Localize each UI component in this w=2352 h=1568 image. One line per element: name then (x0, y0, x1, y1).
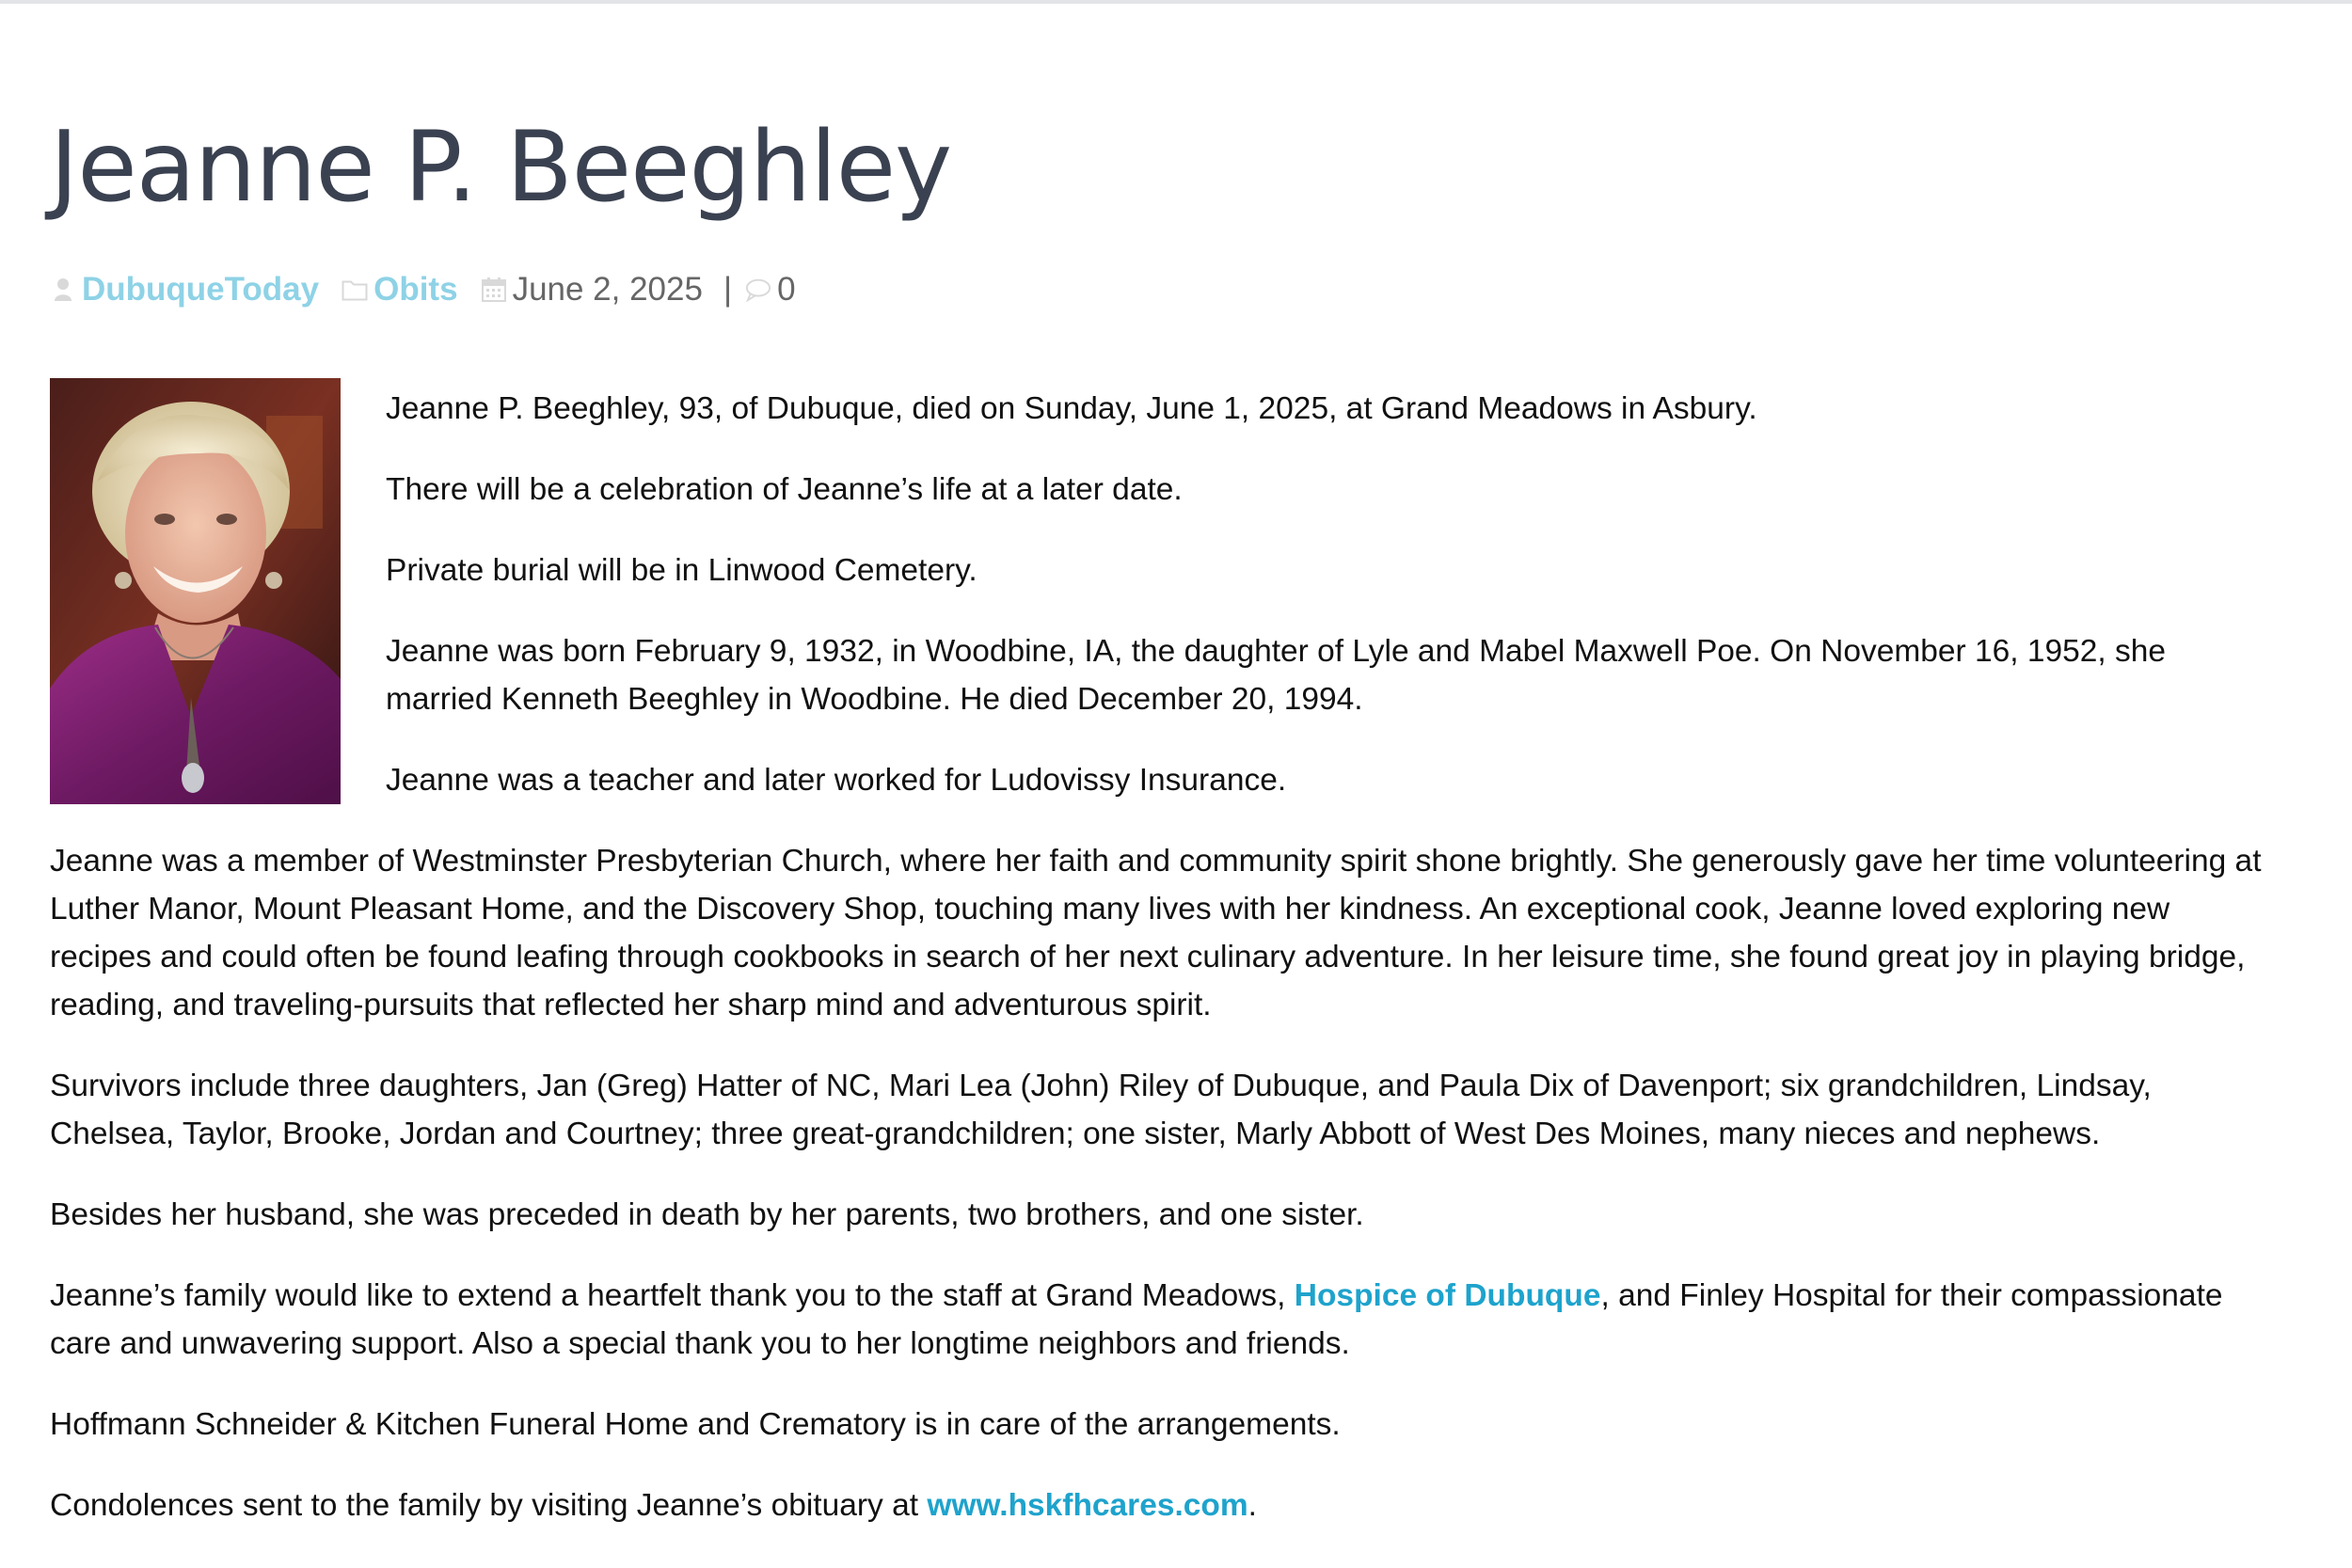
user-icon (50, 275, 76, 305)
folder-icon (342, 275, 368, 305)
post-meta (50, 271, 796, 309)
comment-count[interactable]: 0 (777, 271, 796, 308)
paragraph-birth-marriage: Jeanne was born February 9, 1932, in Woodbine, IA, the daughter of Lyle and Mabel Maxwell Poe. On November 16, 1952, she married Kenneth Beeghley in Woodbine. He died December 20, 1994. (386, 634, 2167, 717)
author-link[interactable]: DubuqueToday (82, 271, 320, 308)
obituary-body (50, 378, 2280, 1562)
paragraph-survivors: Survivors include three daughters, Jan (Greg) Hatter of NC, Mari Lea (John) Riley of Dubuque, and Paula Dix of Davenport; six grandchildren, Lindsay, Chelsea, Taylor, Brooke, Jordan and Courtney; three great-grandchildren; one sister, Marly Abbott of West Des Moines, many nieces and nephews. (50, 1069, 2152, 1151)
post-date: June 2, 2025 (512, 271, 703, 308)
paragraph-preceded: Besides her husband, she was preceded in death by her parents, two brothers, and one sister. (50, 1197, 1364, 1232)
paragraph-life: Jeanne was a member of Westminster Presbyterian Church, where her faith and community spirit shone brightly. She generously gave her time volunteering at Luther Manor, Mount Pleasant Home, and the Discovery Shop, touching many lives with her kindness. An exceptional cook, Jeanne loved exploring new recipes and could often be found leafing through cookbooks in search of her next culinary adventure. In her leisure time, she found great joy in playing bridge, reading, and traveling-pursuits that reflected her sharp mind and adventurous spirit. (50, 844, 2262, 1022)
calendar-icon (481, 275, 507, 305)
paragraph-condolences (50, 1481, 2280, 1529)
meta-separator: | (723, 271, 733, 308)
funeral-home-website-link[interactable]: www.hskfhcares.com (927, 1488, 1248, 1523)
paragraph-burial: Private burial will be in Linwood Cemetery. (386, 553, 977, 588)
page-title: Jeanne P. Beeghley (50, 111, 952, 224)
condolences-text-after: . (1248, 1488, 1257, 1523)
hospice-link[interactable]: Hospice of Dubuque (1294, 1278, 1601, 1313)
comment-icon[interactable] (745, 275, 771, 305)
thanks-text-after: , and Finley Hospital for their compassionate care and unwavering support. Also a special thank you to her longtime neighbors and friends. (50, 1278, 2223, 1361)
paragraph-thanks (50, 1272, 2280, 1368)
thanks-text-before: Jeanne’s family would like to extend a heartfelt thank you to the staff at Grand Meadows, (50, 1278, 1295, 1313)
obituary-photo (50, 378, 341, 804)
paragraph-death-notice: Jeanne P. Beeghley, 93, of Dubuque, died on Sunday, June 1, 2025, at Grand Meadows in Asbury. (386, 391, 1757, 426)
paragraph-career: Jeanne was a teacher and later worked for Ludovissy Insurance. (386, 763, 1287, 798)
condolences-text-before: Condolences sent to the family by visiting Jeanne’s obituary at (50, 1488, 928, 1523)
paragraph-celebration: There will be a celebration of Jeanne’s life at a later date. (386, 472, 1183, 507)
paragraph-funeral-home: Hoffmann Schneider & Kitchen Funeral Home and Crematory is in care of the arrangements. (50, 1407, 1341, 1442)
top-divider (0, 0, 2352, 4)
category-link[interactable]: Obits (373, 271, 458, 308)
